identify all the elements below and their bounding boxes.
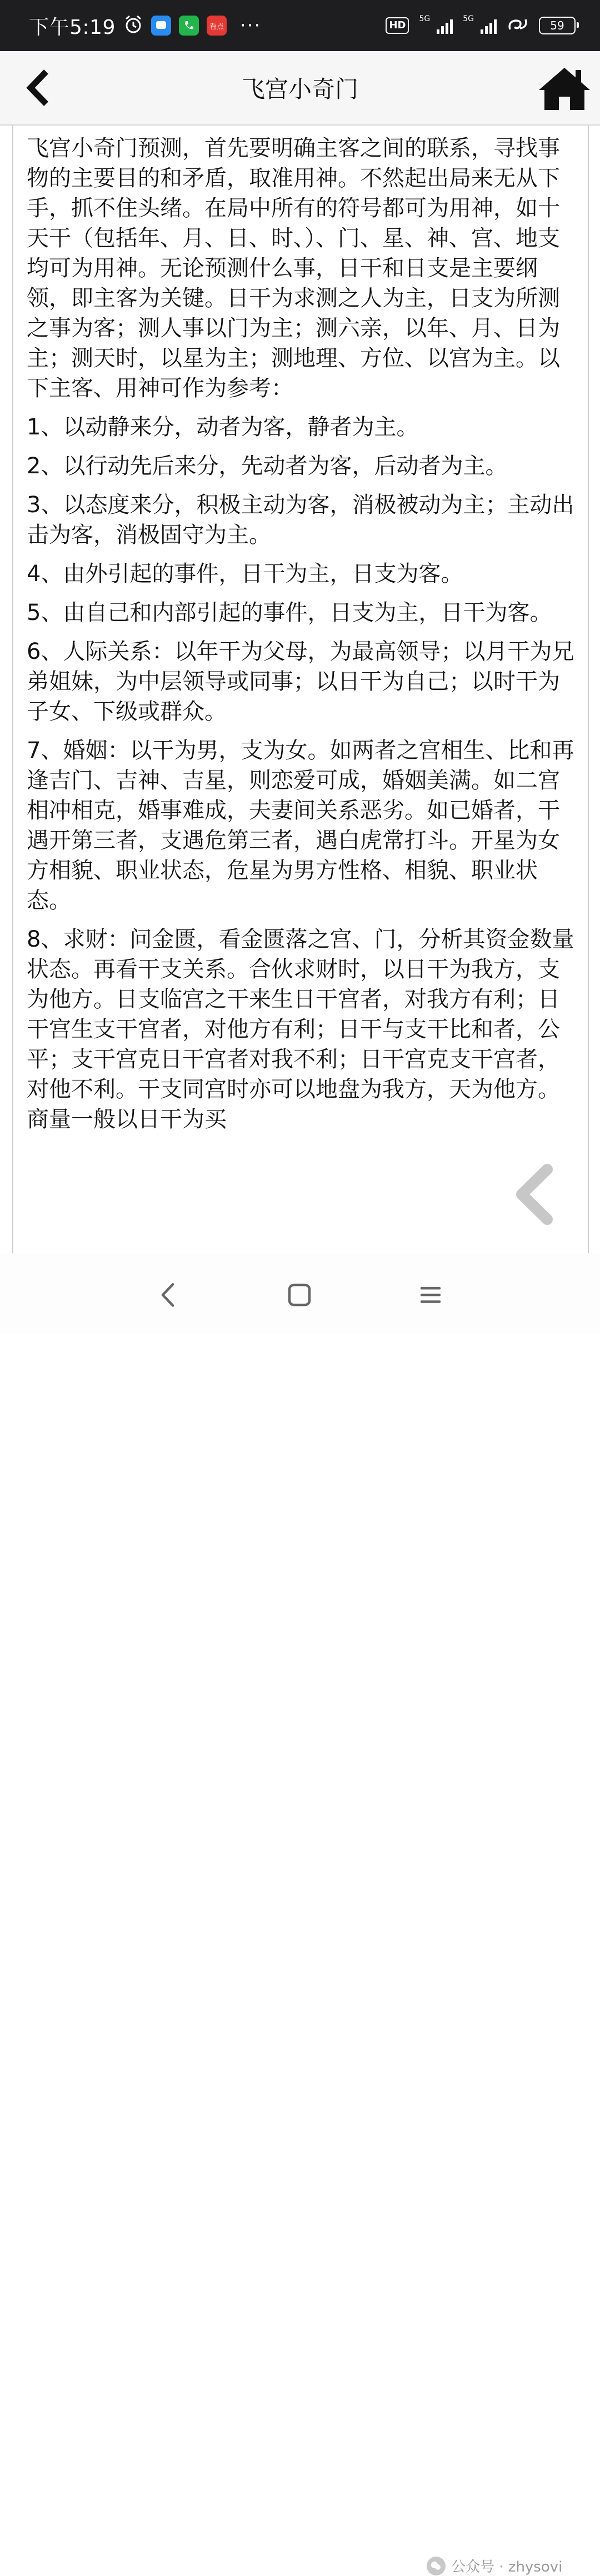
network-type-2: 5G	[463, 14, 474, 23]
wifi-link-icon	[507, 16, 529, 35]
wechat-logo-icon	[427, 2557, 446, 2575]
paragraph-1: 1、以动静来分，动者为客，静者为主。	[27, 414, 419, 440]
square-icon	[287, 1283, 312, 1307]
paragraph-6: 6、人际关系：以年干为父母，为最高领导；以月干为兄弟姐妹，为中层领导或同事；以日干为自己；以时干为子女、下级或群众。	[27, 639, 574, 724]
paragraph-intro: 飞宫小奇门预测，首先要明确主客之间的联系，寻找事物的主要目的和矛盾，取准用神。不然起出局来无从下手，抓不住头绪。在局中所有的符号都可为用神，如十天干（包括年、月、日、时、）、门、星、神、宫、地支均可为用神。无论预测什么事，日干和日支是主要纲领，即主客为关键。日干为求测之人为主，日支为所测之事为客；测人事以门为主；测六亲，以年、月、日为主；测天时，以星为主；测地理、方位、以宫为主。以下主客、用神可作为参考：	[27, 136, 560, 401]
app-header	[0, 51, 600, 126]
status-bar	[0, 0, 600, 51]
watermark-text: 公众号 · zhysovi	[451, 2559, 563, 2575]
paragraph-2: 2、以行动先后来分，先动者为客，后动者为主。	[27, 453, 508, 479]
battery-icon: 59	[539, 17, 576, 34]
watermark	[427, 2555, 562, 2576]
phone-app-icon	[179, 16, 199, 36]
nav-menu-button[interactable]	[411, 1276, 450, 1314]
paragraph-3: 3、以态度来分，积极主动为客，消极被动为主；主动出击为客，消极固守为主。	[27, 492, 574, 548]
page-title: 飞宫小奇门	[241, 76, 358, 103]
home-icon	[537, 66, 592, 112]
back-button[interactable]	[16, 66, 60, 110]
nav-home-button[interactable]	[280, 1276, 319, 1314]
article-body	[13, 126, 588, 1134]
chevron-left-icon	[24, 68, 52, 107]
home-button[interactable]	[537, 66, 592, 112]
chevron-left-icon	[503, 1158, 569, 1231]
signal-2-icon	[481, 17, 497, 34]
paragraph-7: 7、婚姻：以干为男，支为女。如两者之宫相生、比和再逢吉门、吉神、吉星，则恋爱可成，婚姻美满。如二宫相冲相克，婚事难成，夫妻间关系恶劣。如已婚者，干遇开第三者，支遇危第三者，遇白虎常打斗。开星为女方相貌、职业状态，危星为男方性格、相貌、职业状态。	[27, 738, 574, 913]
more-notifications-icon: ···	[239, 14, 262, 37]
alarm-icon	[123, 14, 143, 37]
signal-1-icon	[437, 17, 453, 34]
status-notification-icons	[123, 14, 261, 37]
paragraph-4: 4、由外引起的事件，日干为主，日支为客。	[27, 561, 463, 587]
network-type-1: 5G	[419, 14, 431, 23]
system-navigation-bar	[0, 1253, 600, 2575]
floating-back-button[interactable]	[503, 1158, 569, 1231]
paragraph-5: 5、由自己和内部引起的事件，日支为主，日干为客。	[27, 600, 552, 626]
paragraph-8: 8、求财：问金匮，看金匮落之宫、门，分析其资金数量状态。再看干支关系。合伙求财时，以日干为我方，支为他方。日支临宫之干来生日干宫者，对我方有利；日干宫生支干宫者，对他方有利；日干与支干比和者，公平；支干宫克日干宫者对我不利；日干宫克支干宫者，对他不利。干支同宫时亦可以地盘为我方，天为他方。商量一般以日干为买	[27, 927, 574, 1132]
article-content	[12, 126, 589, 1253]
news-app-icon: 看点	[207, 16, 227, 36]
hd-voice-icon: HD	[386, 17, 409, 34]
back-icon	[157, 1281, 179, 1309]
menu-icon	[418, 1283, 443, 1307]
status-system-icons	[386, 0, 576, 51]
nav-back-button[interactable]	[149, 1276, 188, 1314]
message-app-icon	[151, 16, 171, 36]
status-time: 下午5:19	[29, 16, 116, 39]
